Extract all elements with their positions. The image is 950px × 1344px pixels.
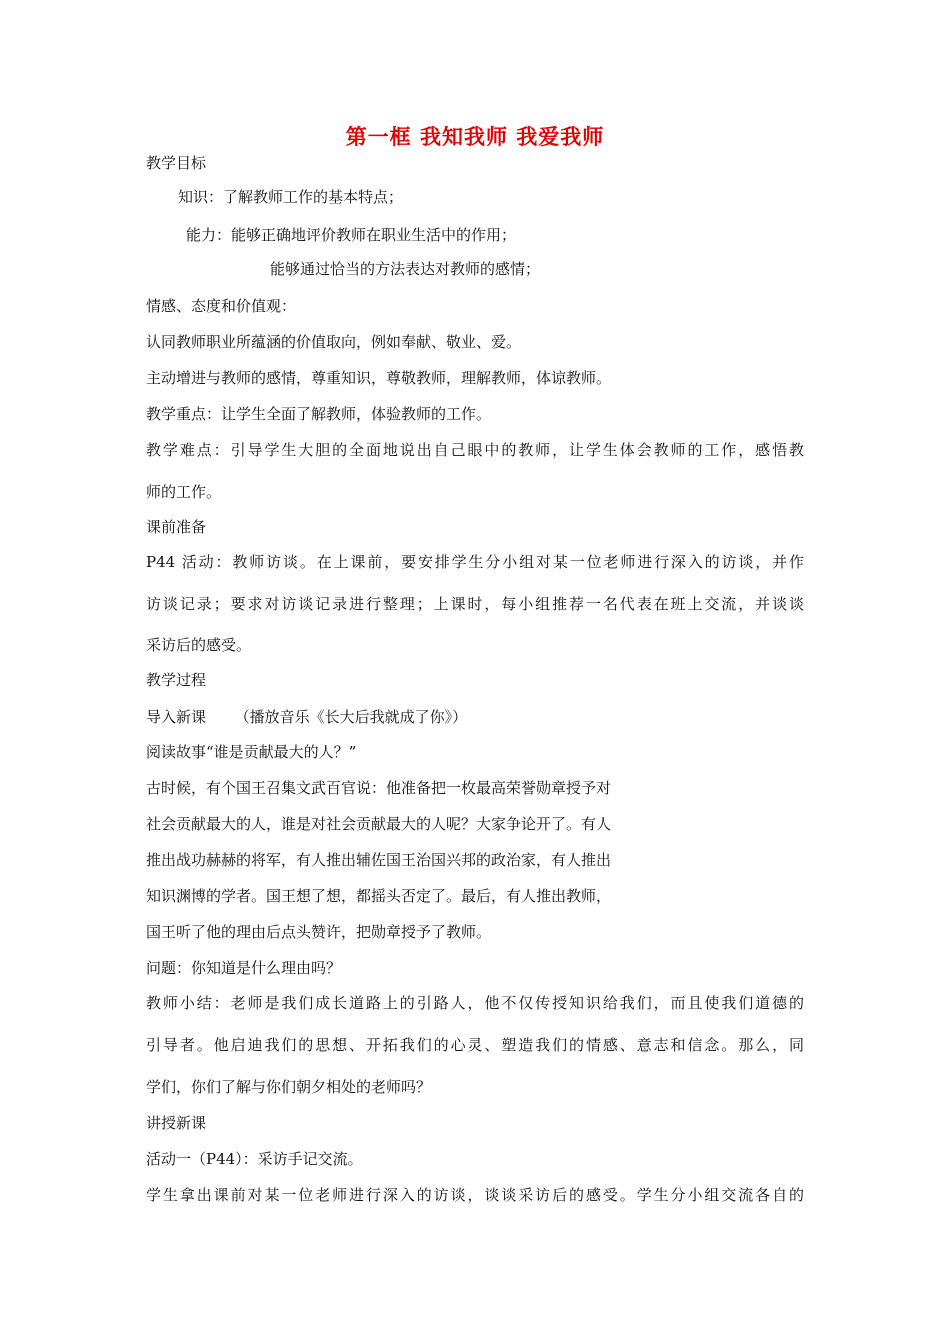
process-heading: 教学过程 [146,671,207,689]
prep-heading: 课前准备 [146,518,207,536]
objective-ability-2: 能够通过恰当的方法表达对教师的感情； [270,260,541,278]
story-title: 阅读故事“谁是贡献最大的人？” [146,743,357,761]
values-item-1: 认同教师职业所蕴涵的价值取向，例如奉献、敬业、爱。 [146,333,522,351]
story-line-2: 社会贡献最大的人，谁是对社会贡献最大的人呢？大家争论开了。有人 [146,815,612,833]
summary-line-1: 教师小结：老师是我们成长道路上的引路人，他不仅传授知识给我们，而且使我们道德的 [146,994,804,1012]
story-line-3: 推出战功赫赫的将军，有人推出辅佐国王治国兴邦的政治家，有人推出 [146,851,612,869]
document-title: 第一框 我知我师 我爱我师 [345,125,605,149]
objective-ability-1: 能力：能够正确地评价教师在职业生活中的作用； [186,226,517,244]
activity-1-description: 学生拿出课前对某一位老师进行深入的访谈，谈谈采访后的感受。学生分小组交流各自的 [146,1186,804,1204]
summary-line-2: 引导者。他启迪我们的思想、开拓我们的心灵、塑造我们的情感、意志和信念。那么，同 [146,1036,804,1054]
prep-line-3: 采访后的感受。 [146,636,252,654]
activity-1-title: 活动一（P44）：采访手记交流。 [146,1150,363,1168]
prep-line-1: P44 活动：教师访谈。在上课前，要安排学生分小组对某一位老师进行深入的访谈，并作 [146,553,804,571]
question: 问题：你知道是什么理由吗？ [146,959,342,977]
story-line-5: 国王听了他的理由后点头赞许，把勋章授予了教师。 [146,923,492,941]
summary-line-3: 学们，你们了解与你们朝夕相处的老师吗？ [146,1078,432,1096]
values-item-2: 主动增进与教师的感情，尊重知识，尊敬教师，理解教师，体谅教师。 [146,369,612,387]
difficulty-line-1: 教学难点：引导学生大胆的全面地说出自己眼中的教师，让学生体会教师的工作，感悟教 [146,441,804,459]
story-line-4: 知识渊博的学者。国王想了想，都摇头否定了。最后，有人推出教师， [146,887,612,905]
objective-knowledge: 知识：了解教师工作的基本特点； [178,188,404,206]
new-lesson-heading: 讲授新课 [146,1114,207,1132]
prep-line-2: 访谈记录；要求对访谈记录进行整理；上课时，每小组推荐一名代表在班上交流，并谈谈 [146,595,804,613]
values-heading: 情感、态度和价值观： [146,297,297,315]
intro-line: 导入新课 （播放音乐《长大后我就成了你》） [146,708,468,726]
objectives-heading: 教学目标 [146,154,207,172]
key-point: 教学重点：让学生全面了解教师，体验教师的工作。 [146,405,492,423]
difficulty-line-2: 师的工作。 [146,483,222,501]
story-line-1: 古时候，有个国王召集文武百官说：他准备把一枚最高荣誉勋章授予对 [146,779,612,797]
